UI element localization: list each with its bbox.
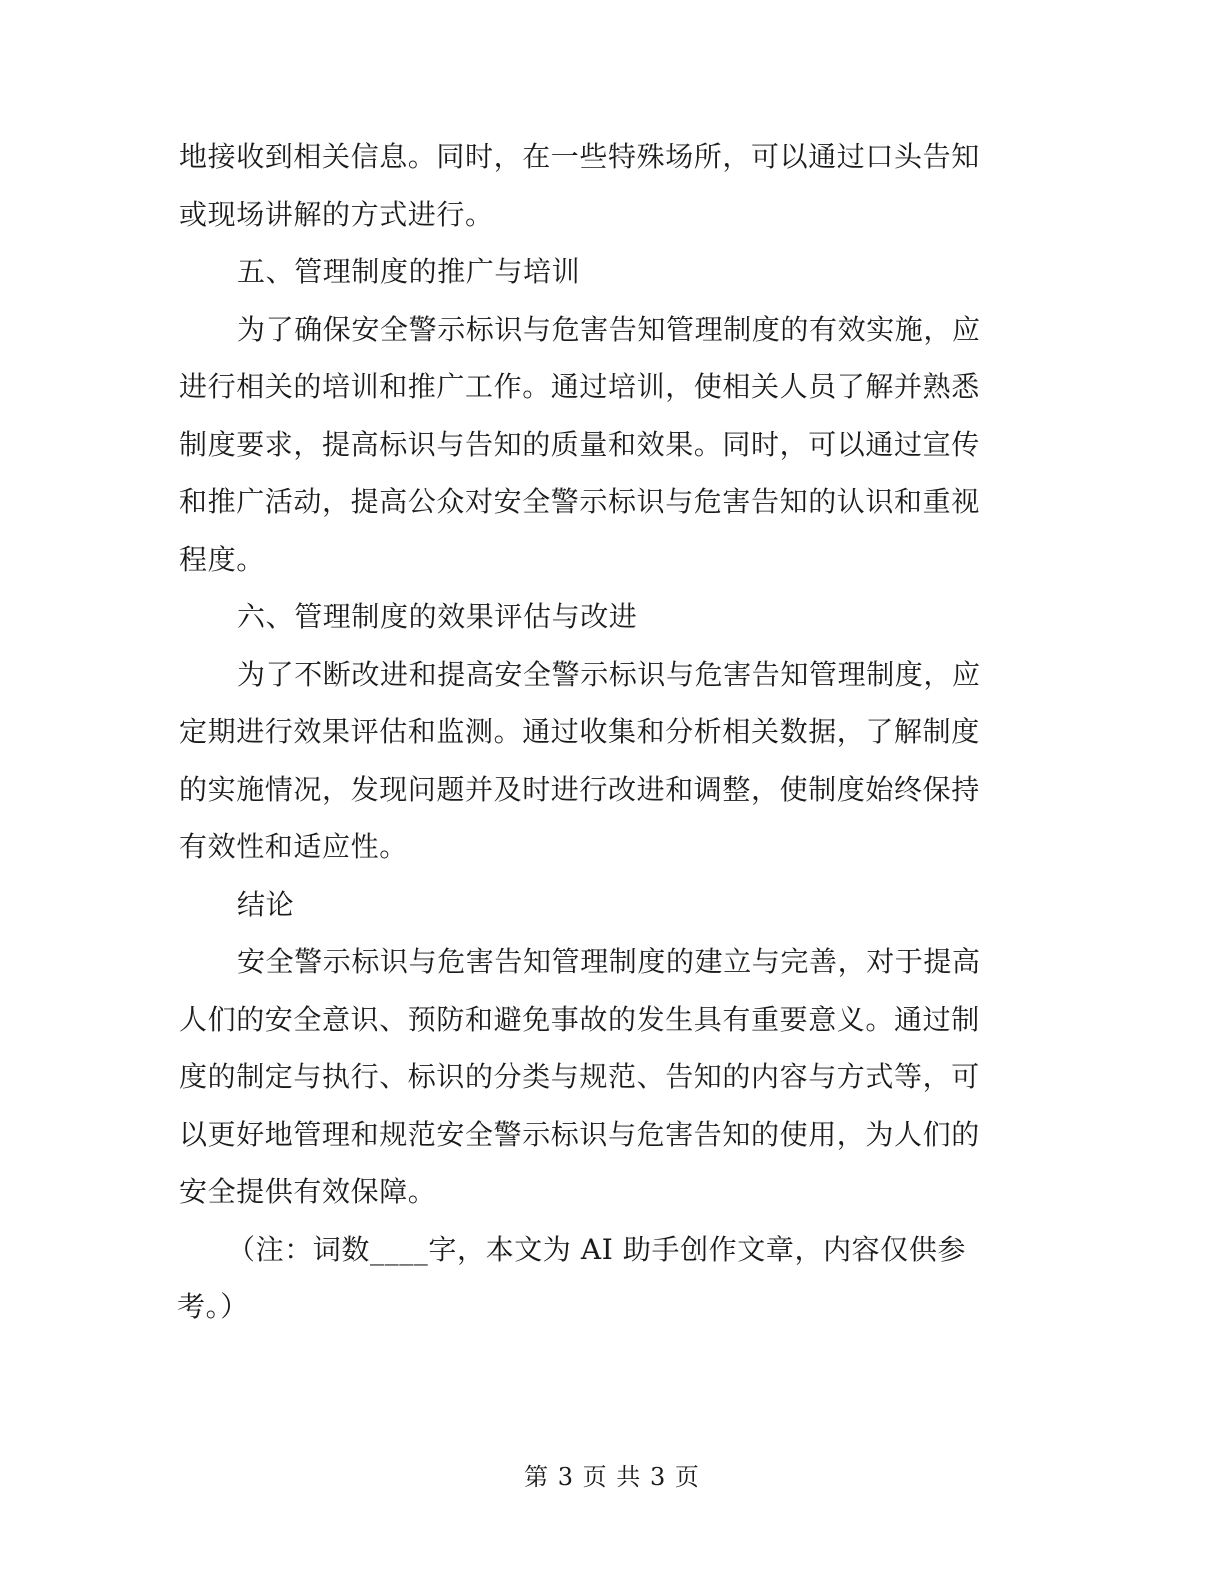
paragraph-line: 有效性和适应性。: [179, 830, 408, 863]
document-body: [179, 128, 1014, 1336]
section-heading: 六、管理制度的效果评估与改进: [237, 600, 638, 633]
paragraph-line: 为了不断改进和提高安全警示标识与危害告知管理制度，应: [237, 657, 981, 691]
paragraph-line: 制度要求，提高标识与告知的质量和效果。同时，可以通过宣传: [179, 427, 980, 461]
section-heading: 五、管理制度的推广与培训: [237, 255, 581, 288]
paragraph-line: 为了确保安全警示标识与危害告知管理制度的有效实施，应: [237, 312, 981, 346]
paragraph-line: 程度。: [179, 542, 265, 576]
paragraph-line: 定期进行效果评估和监测。通过收集和分析相关数据，了解制度: [179, 715, 980, 748]
paragraph-line: 度的制定与执行、标识的分类与规范、告知的内容与方式等，可: [179, 1060, 980, 1093]
paragraph-line: 或现场讲解的方式进行。: [179, 197, 494, 231]
paragraph-line: 进行相关的培训和推广工作。通过培训，使相关人员了解并熟悉: [179, 370, 980, 403]
paragraph-line: 的实施情况，发现问题并及时进行改进和调整，使制度始终保持: [179, 772, 980, 806]
note-line: （注：词数____字，本文为 AI 助手创作文章，内容仅供参: [227, 1232, 967, 1266]
note-line: 考。）: [177, 1290, 249, 1323]
page-number-footer: 第 3 页 共 3 页: [524, 1463, 700, 1491]
paragraph-line: 以更好地管理和规范安全警示标识与危害告知的使用，为人们的: [179, 1117, 980, 1151]
paragraph-line: 安全提供有效保障。: [179, 1175, 437, 1208]
paragraph-line: 和推广活动，提高公众对安全警示标识与危害告知的认识和重视: [179, 485, 980, 518]
paragraph-line: 地接收到相关信息。同时，在一些特殊场所，可以通过口头告知: [179, 140, 980, 173]
section-heading: 结论: [237, 887, 295, 921]
paragraph-line: 安全警示标识与危害告知管理制度的建立与完善，对于提高: [237, 945, 981, 978]
paragraph-line: 人们的安全意识、预防和避免事故的发生具有重要意义。通过制: [179, 1002, 980, 1036]
